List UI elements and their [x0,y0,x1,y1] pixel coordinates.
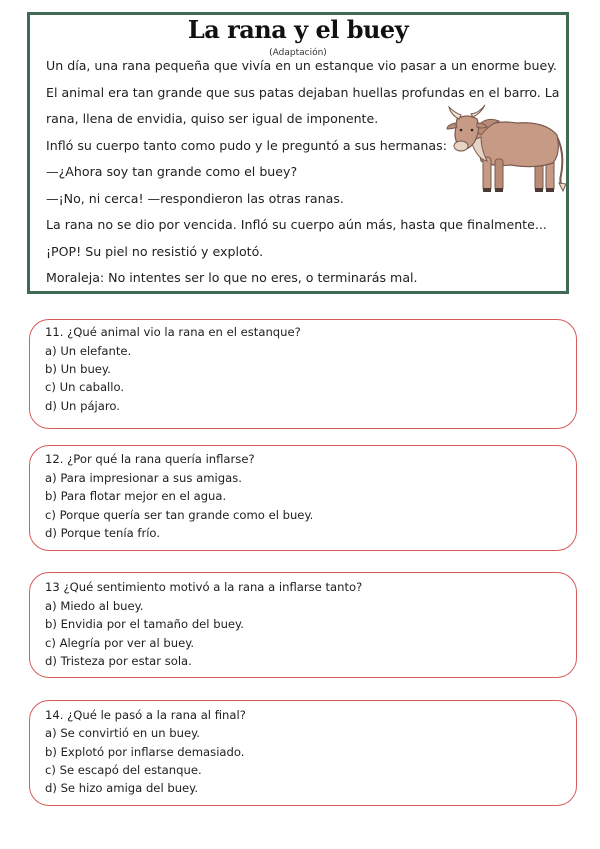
question-text: 13 ¿Qué sentimiento motivó a la rana a inflarse tanto? [45,580,363,594]
answer-option: d) Se hizo amiga del buey. [45,781,199,795]
answer-option: a) Para impresionar a sus amigas. [45,471,242,485]
answer-option: d) Porque tenía frío. [45,526,161,540]
story-moral: Moraleja: No intentes ser lo que no eres, o terminarás mal. [46,270,418,285]
answer-option: a) Un elefante. [45,344,132,358]
question-text: 12. ¿Por qué la rana quería inflarse? [45,452,255,466]
answer-option: b) Para flotar mejor en el agua. [45,489,227,503]
answer-option: c) Un caballo. [45,380,125,394]
story-paragraph: La rana no se dio por vencida. Infló su cuerpo aún más, hasta que finalmente... [46,217,547,232]
question-card-13 [29,572,577,678]
page-subtitle: (Adaptación) [269,48,327,58]
story-box [27,12,569,294]
question-text: 11. ¿Qué animal vio la rana en el estanque? [45,325,301,339]
answer-option: a) Miedo al buey. [45,599,144,613]
story-paragraph: El animal era tan grande que sus patas dejaban huellas profundas en el barro. La [46,85,560,100]
story-paragraph: ¡POP! Su piel no resistió y explotó. [46,244,264,259]
answer-option: c) Se escapó del estanque. [45,763,202,777]
answer-option: c) Porque quería ser tan grande como el buey. [45,508,314,522]
story-paragraph: —¡No, ni cerca! —respondieron las otras ranas. [46,191,344,206]
page-title: La rana y el buey [187,15,409,44]
answer-option: d) Un pájaro. [45,399,120,413]
question-card-12 [29,445,577,551]
answer-option: b) Un buey. [45,362,111,376]
story-paragraph: Infló su cuerpo tanto como pudo y le preguntó a sus hermanas: [46,138,447,153]
ox-illustration-icon [445,103,567,201]
answer-option: c) Alegría por ver al buey. [45,636,195,650]
answer-option: a) Se convirtió en un buey. [45,726,200,740]
answer-option: b) Envidia por el tamaño del buey. [45,617,244,631]
story-paragraph: rana, llena de envidia, quiso ser igual de imponente. [46,111,379,126]
story-paragraph: Un día, una rana pequeña que vivía en un estanque vio pasar a un enorme buey. [46,58,557,73]
answer-option: b) Explotó por inflarse demasiado. [45,745,245,759]
answer-option: d) Tristeza por estar sola. [45,654,192,668]
question-text: 14. ¿Qué le pasó a la rana al final? [45,708,246,722]
question-card-14 [29,700,577,806]
question-card-11 [29,319,577,429]
story-paragraph: —¿Ahora soy tan grande como el buey? [46,164,298,179]
